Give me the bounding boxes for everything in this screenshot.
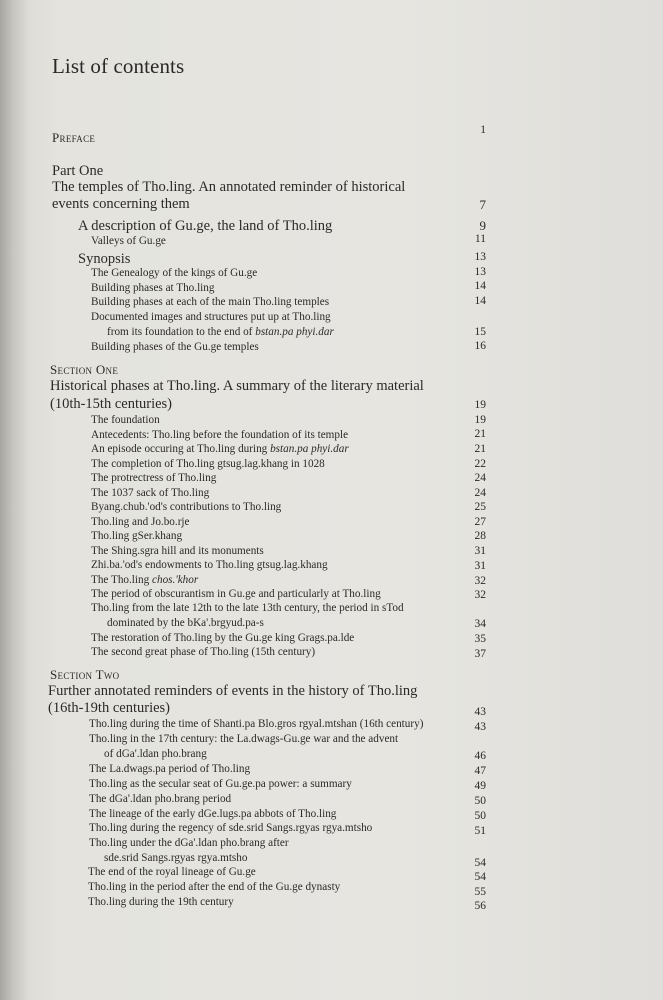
toc-page-synopsis: 13 <box>474 251 486 263</box>
toc-entry: The completion of Tho.ling gtsug.lag.khang in 1028 <box>91 458 325 470</box>
toc-page: 31 <box>474 545 486 557</box>
toc-page: 55 <box>474 886 486 898</box>
toc-entry: The second great phase of Tho.ling (15th century) <box>91 646 316 658</box>
toc-page: 24 <box>474 487 486 499</box>
toc-page: 19 <box>474 414 486 426</box>
toc-entry: Tho.ling as the secular seat of Gu.ge.pa power: a summary <box>89 778 352 790</box>
toc-entry-description: A description of Gu.ge, the land of Tho.ling <box>78 218 333 234</box>
toc-page-building-tholing: 14 <box>474 280 486 292</box>
toc-page-documented: 15 <box>474 326 486 338</box>
toc-page: 34 <box>474 618 486 630</box>
toc-page: 28 <box>474 530 486 542</box>
toc-entry: The 1037 sack of Tho.ling <box>91 487 210 499</box>
toc-page: 56 <box>474 900 486 912</box>
toc-entry: The Shing.sgra hill and its monuments <box>91 545 264 557</box>
part-one-heading-line2: events concerning them <box>52 196 190 212</box>
toc-page: 49 <box>474 780 486 792</box>
toc-entry: Tho.ling during the regency of sde.srid Sangs.rgyas rgya.mtsho <box>89 822 373 834</box>
toc-entry-building-tholing: Building phases at Tho.ling <box>91 282 215 294</box>
toc-entry: The lineage of the early dGe.lugs.pa abbots of Tho.ling <box>89 808 337 820</box>
toc-page-genealogy: 13 <box>474 266 486 278</box>
toc-entry: Tho.ling under the dGa'.ldan pho.brang after <box>89 837 289 849</box>
section-one-heading-line2: (10th-15th centuries) <box>50 396 173 412</box>
toc-page: 47 <box>474 765 486 777</box>
section-two-heading-page: 43 <box>474 706 486 718</box>
section-two-label: Section Two <box>50 667 120 682</box>
toc-page: 22 <box>474 458 486 470</box>
toc-page: 50 <box>474 810 486 822</box>
toc-page-valleys: 11 <box>474 233 486 245</box>
toc-page: 21 <box>474 428 486 440</box>
toc-entry: The end of the royal lineage of Gu.ge <box>88 866 256 878</box>
toc-entry: The dGa'.ldan pho.brang period <box>89 793 232 805</box>
section-one-label: Section One <box>50 362 119 377</box>
toc-entry: Antecedents: Tho.ling before the foundation of its temple <box>91 429 349 441</box>
toc-entry-cont: of dGa'.ldan pho.brang <box>104 748 207 760</box>
toc-entry: The La.dwags.pa period of Tho.ling <box>89 763 251 775</box>
part-one-label: Part One <box>52 163 104 179</box>
preface-page: 1 <box>480 124 486 136</box>
toc-page: 51 <box>474 825 486 837</box>
toc-page: 24 <box>474 472 486 484</box>
toc-entry-cont: dominated by the bKa'.brgyud.pa-s <box>107 617 264 629</box>
toc-page: 54 <box>474 871 486 883</box>
toc-page-description: 9 <box>479 218 486 233</box>
toc-page: 54 <box>474 857 486 869</box>
section-one-heading-page: 19 <box>474 399 486 411</box>
toc-entry-documented-cont: from its foundation to the end of bstan.pa phyi.dar <box>107 326 334 338</box>
toc-page: 35 <box>474 633 486 645</box>
toc-entry: An episode occuring at Tho.ling during bstan.pa phyi.dar <box>91 443 349 455</box>
page-title: List of contents <box>52 54 185 78</box>
toc-page: 27 <box>474 516 486 528</box>
toc-page: 50 <box>474 795 486 807</box>
toc-entry: Tho.ling during the 19th century <box>88 896 234 908</box>
toc-page: 25 <box>474 501 486 513</box>
toc-entry-synopsis: Synopsis <box>78 251 131 267</box>
toc-entry-valleys: Valleys of Gu.ge <box>91 235 166 247</box>
preface-label: Preface <box>52 130 96 145</box>
toc-entry: Tho.ling during the time of Shanti.pa Blo.gros rgyal.mtshan (16th century) <box>89 718 424 730</box>
toc-entry: Tho.ling in the period after the end of the Gu.ge dynasty <box>88 881 341 893</box>
toc-entry: The restoration of Tho.ling by the Gu.ge king Grags.pa.lde <box>91 632 355 644</box>
section-one-heading-line1: Historical phases at Tho.ling. A summary of the literary material <box>50 378 424 394</box>
toc-entry: The protrectress of Tho.ling <box>91 472 217 484</box>
toc-page: 37 <box>474 648 486 660</box>
toc-entry: The Tho.ling chos.'khor <box>91 574 199 586</box>
toc-entry-building-main: Building phases at each of the main Tho.ling temples <box>91 296 330 308</box>
toc-page-building-main: 14 <box>474 295 486 307</box>
toc-page-building-guge: 16 <box>474 340 486 352</box>
toc-entry: Byang.chub.'od's contributions to Tho.ling <box>91 501 282 513</box>
toc-entry: The period of obscurantism in Gu.ge and particularly at Tho.ling <box>91 588 381 600</box>
toc-page: 32 <box>474 589 486 601</box>
toc-entry-documented: Documented images and structures put up at Tho.ling <box>91 311 331 323</box>
toc-entry: Tho.ling from the late 12th to the late 13th century, the period in sTod <box>91 602 404 614</box>
toc-page: 31 <box>474 560 486 572</box>
toc-entry: Tho.ling gSer.khang <box>91 530 183 542</box>
toc-page: 43 <box>474 721 486 733</box>
toc-entry: The foundation <box>91 414 160 426</box>
toc-page: 32 <box>474 575 486 587</box>
part-one-heading-line1: The temples of Tho.ling. An annotated reminder of historical <box>52 179 406 195</box>
toc-entry-cont: sde.srid Sangs.rgyas rgya.mtsho <box>104 852 248 864</box>
section-two-heading-line2: (16th-19th centuries) <box>48 700 171 716</box>
toc-entry-genealogy: The Genealogy of the kings of Gu.ge <box>91 267 258 279</box>
toc-entry: Tho.ling and Jo.bo.rje <box>91 516 190 528</box>
toc-page: 46 <box>474 750 486 762</box>
toc-entry: Tho.ling in the 17th century: the La.dwags-Gu.ge war and the advent <box>89 733 399 745</box>
part-one-heading-page: 7 <box>479 197 486 212</box>
toc-entry-building-guge: Building phases of the Gu.ge temples <box>91 341 259 353</box>
toc-page: 21 <box>474 443 486 455</box>
section-two-heading-line1: Further annotated reminders of events in the history of Tho.ling <box>48 683 418 699</box>
toc-entry: Zhi.ba.'od's endowments to Tho.ling gtsug.lag.khang <box>91 559 328 571</box>
